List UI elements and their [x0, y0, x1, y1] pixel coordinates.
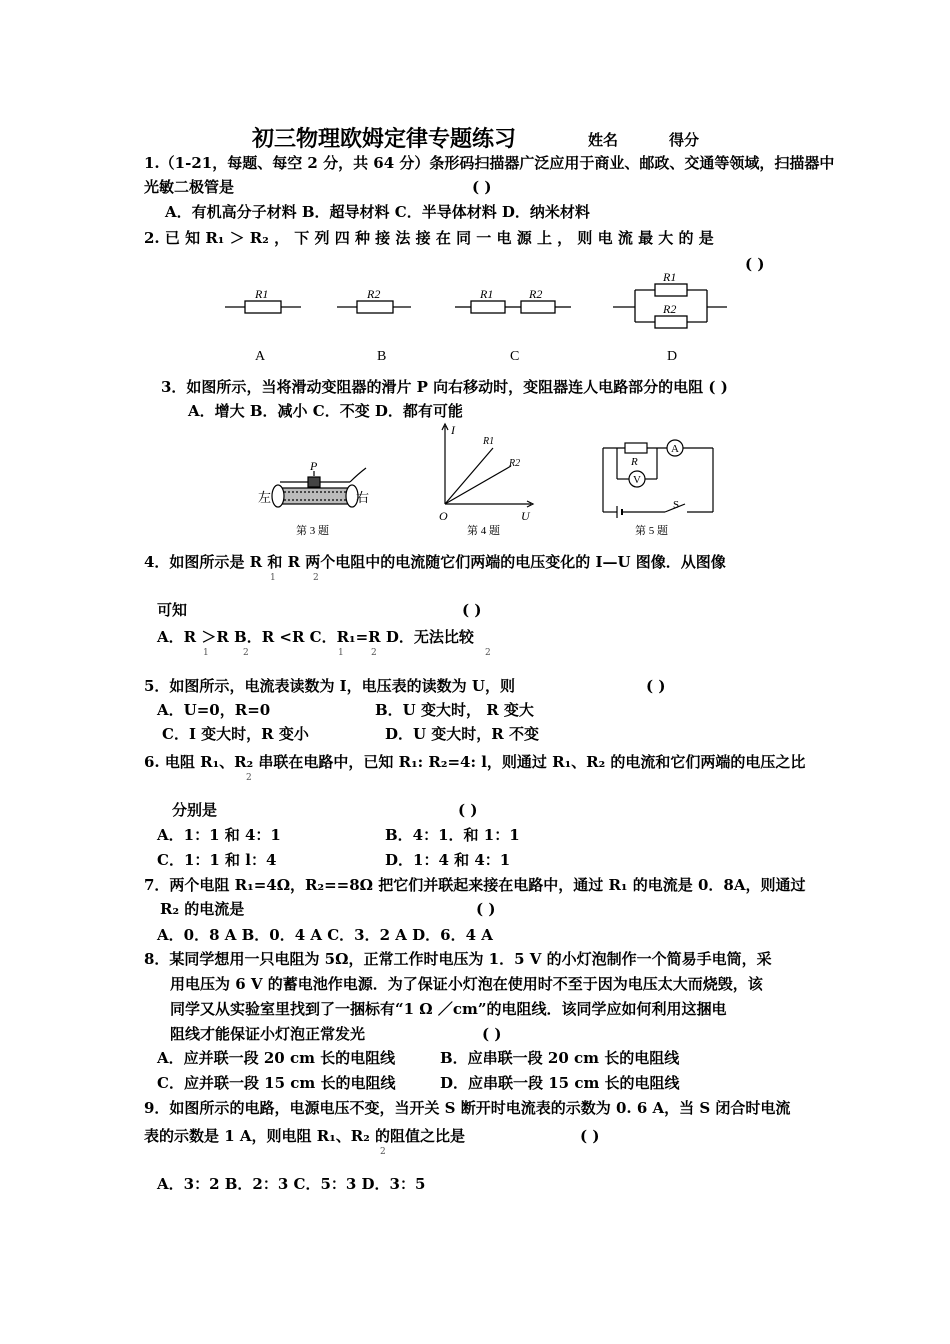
q6-stem-line1: 6. 电阻 R₁、R₂ 串联在电路中，已知 R₁: R₂=4: l，则通过 R₁、R₂ 的电流和它们两端的电压之比: [144, 753, 806, 771]
q4-stem-line1: 4．如图所示是 R 和 R 两个电阻中的电流随它们两端的电压变化的 I—U 图像．从图像: [144, 553, 726, 571]
q2-caption-c: C: [510, 349, 520, 364]
q7-options: A．0．8 A B．0．4 A C．3．2 A D．6．4 A: [157, 926, 493, 944]
q7-answer-paren: ( ): [476, 900, 496, 918]
q2-caption-d: D: [667, 349, 678, 364]
q5-answer-paren: ( ): [646, 677, 666, 695]
q6-option-a: A．1：1 和 4：1: [157, 826, 281, 844]
q5-resistor-r-label: R: [631, 456, 638, 468]
q4-line-r1-label: R1: [483, 436, 495, 447]
q1-options: A．有机高分子材料 B．超导材料 C．半导体材料 D．纳米材料: [165, 203, 590, 221]
q2-answer-paren: ( ): [745, 255, 765, 273]
q4-options: A．R ＞R B．R <R C．R₁=R D．无法比较: [157, 628, 474, 646]
name-label: 姓名: [588, 131, 619, 149]
q9-subscript: 2: [380, 1147, 386, 1157]
q2-fig-b-label: R2: [367, 287, 381, 301]
q3-right-label: 右: [356, 490, 370, 505]
q7-stem-line2: R₂ 的电流是: [160, 900, 245, 918]
q5-option-b: B．U 变大时， R 变大: [375, 701, 534, 719]
q5-option-c: C．I 变大时，R 变小: [162, 725, 309, 743]
q6-option-d: D．1：4 和 4：1: [385, 851, 511, 869]
q4-iu-graph: [425, 420, 545, 540]
q8-stem-line1: 8．某同学想用一只电阻为 5Ω，正常工作时电压为 1．5 V 的小灯泡制作一个简易手电筒，采: [144, 950, 772, 968]
q6-stem-line2: 分别是: [172, 801, 218, 819]
score-label: 得分: [669, 131, 700, 149]
q3-left-label: 左: [258, 490, 272, 505]
q2-fig-d-label1: R1: [663, 270, 677, 284]
q9-stem-line2: 表的示数是 1 A，则电阻 R₁、R₂ 的阻值之比是: [144, 1127, 466, 1145]
q6-answer-paren: ( ): [458, 801, 478, 819]
q4-subscript-2: 2: [313, 573, 319, 583]
q4-axis-i-label: I: [451, 423, 455, 437]
q5-circuit-figure: [595, 432, 725, 542]
q7-stem-line1: 7．两个电阻 R₁=4Ω，R₂==8Ω 把它们并联起来接在电路中，通过 R₁ 的电流是 0．8A，则通过: [144, 876, 806, 894]
q6-option-c: C．1：1 和 l：4: [157, 851, 277, 869]
q4-stem-line2: 可知: [157, 601, 188, 619]
page-title: 初三物理欧姆定律专题练习: [252, 126, 517, 152]
q8-stem-line3: 同学又从实验室里找到了一捆标有“1 Ω ／cm”的电阻线．该同学应如何利用这捆电: [170, 1000, 727, 1018]
q4-axis-u-label: U: [521, 509, 530, 523]
q2-circuit-figures: [215, 270, 745, 370]
q5-option-d: D．U 变大时，R 不变: [385, 725, 539, 743]
q1-stem-line2: 光敏二极管是: [144, 178, 235, 196]
q5-voltmeter-label: V: [633, 474, 641, 486]
q4-opt-sub-3: 1: [338, 648, 344, 658]
q8-stem-line2: 用电压为 6 V 的蓄电池作电源．为了保证小灯泡在使用时不至于因为电压太大而烧毁，该: [170, 975, 763, 993]
q2-caption-a: A: [255, 349, 266, 364]
q4-subscript-1: 1: [270, 573, 276, 583]
q1-answer-paren: ( ): [472, 178, 492, 196]
q3-stem: 3．如图所示，当将滑动变阻器的滑片 P 向右移动时，变阻器连人电路部分的电阻 ( ): [161, 378, 728, 396]
q2-fig-c-label2: R2: [529, 287, 543, 301]
q4-opt-sub-5: 2: [485, 648, 491, 658]
q4-opt-sub-1: 1: [203, 648, 209, 658]
q8-stem-line4: 阻线才能保证小灯泡正常发光: [170, 1025, 366, 1043]
q4-fig4-caption: 第 4 题: [467, 525, 500, 537]
q4-origin-label: O: [439, 509, 448, 523]
q8-option-c: C．应并联一段 15 cm 长的电阻线: [157, 1074, 396, 1092]
q8-answer-paren: ( ): [482, 1025, 502, 1043]
q4-opt-sub-4: 2: [371, 648, 377, 658]
q9-options: A．3：2 B．2：3 C．5：3 D．3：5: [157, 1175, 426, 1193]
q4-opt-sub-2: 2: [243, 648, 249, 658]
q3-slider-p-label: P: [310, 462, 318, 473]
q4-line-r2-label: R2: [509, 458, 521, 469]
q2-fig-d-label2: R2: [663, 302, 677, 316]
q2-stem: 2. 已 知 R₁ ＞ R₂ ， 下 列 四 种 接 法 接 在 同 一 电 源 上 ， 则 电 流 最 大 的 是: [144, 229, 714, 247]
q2-fig-c-label1: R1: [480, 287, 494, 301]
q5-option-a: A．U=0，R=0: [157, 701, 271, 719]
q2-caption-b: B: [377, 349, 387, 364]
q2-fig-a-label: R1: [255, 287, 269, 301]
q8-option-b: B．应串联一段 20 cm 长的电阻线: [440, 1049, 680, 1067]
q3-options: A．增大 B．减小 C．不变 D．都有可能: [188, 402, 463, 420]
q8-option-a: A．应并联一段 20 cm 长的电阻线: [157, 1049, 396, 1067]
q4-answer-paren: ( ): [462, 601, 482, 619]
q5-ammeter-label: A: [671, 443, 679, 455]
q8-option-d: D．应串联一段 15 cm 长的电阻线: [440, 1074, 680, 1092]
q6-subscript: 2: [246, 773, 252, 783]
q5-stem: 5．如图所示，电流表读数为 I，电压表的读数为 U，则: [144, 677, 515, 695]
q9-stem-line1: 9．如图所示的电路，电源电压不变，当开关 S 断开时电流表的示数为 0. 6 A，当 S 闭合时电流: [144, 1099, 791, 1117]
q3-rheostat-figure: [250, 462, 380, 540]
q5-switch-label: S: [673, 499, 680, 511]
q6-option-b: B．4：1．和 1：1: [385, 826, 520, 844]
q3-fig3-caption: 第 3 题: [296, 525, 329, 537]
q5-fig5-caption: 第 5 题: [635, 525, 668, 537]
q9-answer-paren: ( ): [580, 1127, 600, 1145]
q1-stem-line1: 1.（1-21，每题、每空 2 分，共 64 分）条形码扫描器广泛应用于商业、邮政、交通等领域，扫描器中: [144, 154, 835, 172]
